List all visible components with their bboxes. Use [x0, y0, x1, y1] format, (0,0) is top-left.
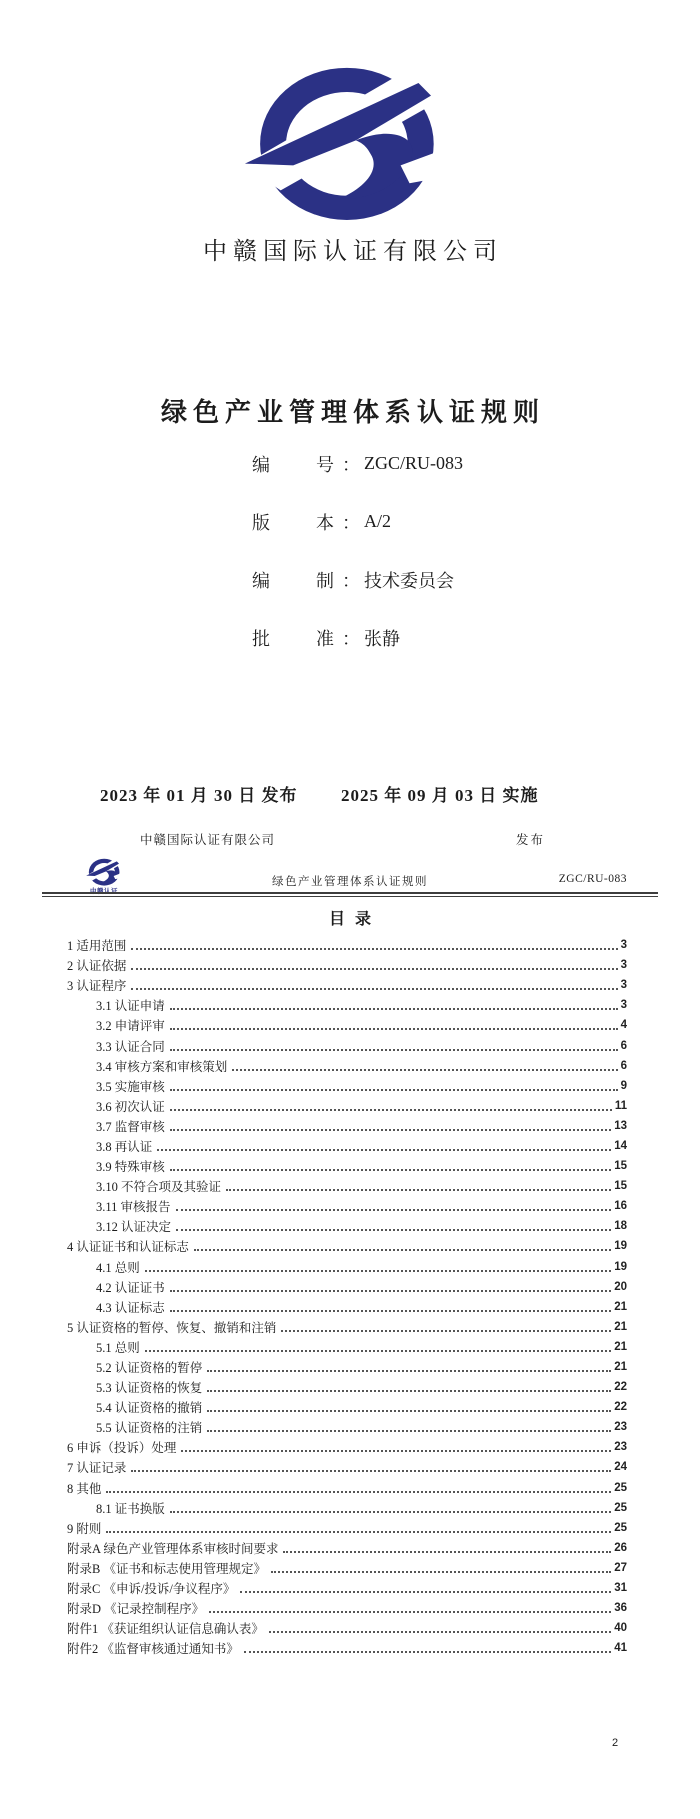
- toc-entry: [67, 955, 627, 975]
- toc-entry: [67, 1035, 627, 1055]
- toc-dot-leader: [181, 1450, 611, 1452]
- toc-dot-leader: [170, 1008, 618, 1010]
- toc-entry-page: 6: [620, 1039, 627, 1052]
- header-document-title: 绿色产业管理体系认证规则: [272, 876, 428, 888]
- toc-entry-title: 附件1 《获证组织认证信息确认表》: [67, 1622, 264, 1637]
- toc-entry-page: 13: [614, 1119, 627, 1132]
- toc-entry: [67, 1598, 627, 1618]
- field-label: 版本: [252, 512, 334, 533]
- toc-dot-leader: [207, 1370, 611, 1372]
- toc-entry-page: 22: [614, 1401, 627, 1414]
- toc-entry-title: 3.3 认证合同: [96, 1039, 165, 1054]
- toc-entry-page: 18: [614, 1220, 627, 1233]
- company-logo: [240, 58, 452, 228]
- field-value: ZGC/RU-083: [364, 453, 463, 473]
- toc-entry: [67, 1236, 627, 1256]
- release-date: 2023 年 01 月 30 日 发布: [100, 786, 298, 805]
- toc-entry: [67, 1297, 627, 1317]
- toc-entry-title: 3.1 认证申请: [96, 999, 165, 1014]
- toc-entry: [67, 1638, 627, 1658]
- toc-entry-title: 2 认证依据: [67, 959, 127, 974]
- toc-entry-title: 3.5 实施审核: [96, 1079, 165, 1094]
- toc-entry: [67, 1257, 627, 1277]
- field-value: 技术委员会: [364, 570, 454, 591]
- toc-entry: [67, 1498, 627, 1518]
- toc-entry: [67, 1015, 627, 1035]
- toc-entry-page: 41: [614, 1642, 627, 1655]
- toc-dot-leader: [232, 1069, 617, 1071]
- toc-dot-leader: [131, 988, 617, 990]
- toc-entry-title: 4 认证证书和认证标志: [67, 1240, 189, 1255]
- toc-entry-page: 23: [614, 1421, 627, 1434]
- toc-dot-leader: [271, 1571, 611, 1573]
- cover-footer-publish: 发布: [516, 833, 546, 847]
- field-value: A/2: [364, 511, 391, 531]
- toc-entry-page: 24: [614, 1461, 627, 1474]
- toc-entry: [67, 1397, 627, 1417]
- toc-entry-title: 3.2 申请评审: [96, 1019, 165, 1034]
- toc-entry: [67, 1578, 627, 1598]
- toc-entry: [67, 1618, 627, 1638]
- toc-entry-page: 21: [614, 1300, 627, 1313]
- toc-dot-leader: [269, 1631, 611, 1633]
- toc-entry: [67, 1337, 627, 1357]
- toc-entry-title: 3.11 审核报告: [96, 1200, 171, 1215]
- toc-entry-page: 20: [614, 1280, 627, 1293]
- toc-entry: [67, 1417, 627, 1437]
- toc-entry-title: 附录C 《申诉/投诉/争议程序》: [67, 1582, 236, 1597]
- toc-dot-leader: [106, 1491, 611, 1493]
- cover-field-row: [252, 626, 463, 649]
- toc-entry-title: 5.3 认证资格的恢复: [96, 1381, 203, 1396]
- toc-entry-title: 7 认证记录: [67, 1461, 127, 1476]
- toc-entry-title: 5.5 认证资格的注销: [96, 1421, 203, 1436]
- field-label: 编制: [252, 570, 334, 591]
- toc-entry: [67, 995, 627, 1015]
- toc-entry-page: 3: [620, 999, 627, 1012]
- toc-entry: [67, 1357, 627, 1377]
- toc-entry: [67, 1558, 627, 1578]
- cover-fields: [252, 452, 463, 684]
- toc-entry-page: 3: [620, 959, 627, 972]
- toc-entry-title: 5.1 总则: [96, 1340, 140, 1355]
- toc-entry: [67, 935, 627, 955]
- toc-dot-leader: [170, 1310, 611, 1312]
- toc-dot-leader: [131, 1470, 611, 1472]
- cover-field-row: [252, 568, 463, 591]
- toc-dot-leader: [170, 1028, 618, 1030]
- toc-entry-title: 附录A 绿色产业管理体系审核时间要求: [67, 1541, 279, 1556]
- toc-entry-title: 9 附则: [67, 1521, 102, 1536]
- toc-entry-page: 21: [614, 1340, 627, 1353]
- toc-entry-title: 3.8 再认证: [96, 1139, 153, 1154]
- toc-dot-leader: [131, 968, 617, 970]
- toc-entry-page: 15: [614, 1160, 627, 1173]
- toc-title: 目录: [328, 911, 381, 928]
- cover-footer-company: 中赣国际认证有限公司: [140, 833, 276, 847]
- toc-entry-page: 9: [620, 1079, 627, 1092]
- toc-entry: [67, 1176, 627, 1196]
- toc-dot-leader: [170, 1290, 611, 1292]
- toc-dot-leader: [157, 1149, 611, 1151]
- toc-entry: [67, 975, 627, 995]
- toc-entry-title: 3.7 监督审核: [96, 1119, 165, 1134]
- cover-field-row: [252, 452, 463, 475]
- toc-entry-page: 36: [614, 1602, 627, 1615]
- toc-dot-leader: [209, 1611, 611, 1613]
- toc-dot-leader: [194, 1249, 611, 1251]
- toc-entry-page: 11: [614, 1099, 627, 1112]
- toc-entry-title: 1 适用范围: [67, 939, 127, 954]
- toc-dot-leader: [170, 1169, 611, 1171]
- toc-entry-page: 19: [614, 1240, 627, 1253]
- toc-entry: [67, 1478, 627, 1498]
- toc-dot-leader: [131, 948, 617, 950]
- toc-entry: [67, 1076, 627, 1096]
- toc-entry: [67, 1116, 627, 1136]
- toc-entry: [67, 1156, 627, 1176]
- toc-dot-leader: [176, 1229, 611, 1231]
- toc-entry: [67, 1216, 627, 1236]
- toc-entry-title: 8 其他: [67, 1481, 102, 1496]
- toc-dot-leader: [240, 1591, 611, 1593]
- toc-entry: [67, 1136, 627, 1156]
- toc-dot-leader: [170, 1049, 618, 1051]
- toc-dot-leader: [170, 1511, 611, 1513]
- toc-dot-leader: [207, 1410, 611, 1412]
- toc-entry-title: 4.3 认证标志: [96, 1300, 165, 1315]
- toc-dot-leader: [207, 1430, 611, 1432]
- toc-entry-title: 附录D 《记录控制程序》: [67, 1602, 205, 1617]
- toc-entry-title: 5.2 认证资格的暂停: [96, 1361, 203, 1376]
- toc-entry-page: 3: [620, 979, 627, 992]
- header-rule: [42, 892, 658, 897]
- toc-entry-page: 31: [614, 1582, 627, 1595]
- toc-dot-leader: [281, 1330, 611, 1332]
- toc-dot-leader: [207, 1390, 611, 1392]
- toc-dot-leader: [226, 1189, 611, 1191]
- swoosh-emblem-icon: [240, 58, 452, 228]
- document-title: 绿色产业管理体系认证规则: [160, 398, 545, 427]
- toc-entry-page: 6: [620, 1059, 627, 1072]
- toc-entry-page: 15: [614, 1180, 627, 1193]
- toc-entry-page: 40: [614, 1622, 627, 1635]
- toc-entry-title: 3.4 审核方案和审核策划: [96, 1059, 228, 1074]
- toc-dot-leader: [283, 1551, 611, 1553]
- field-value: 张静: [364, 628, 400, 649]
- toc-entry-page: 25: [614, 1481, 627, 1494]
- toc-dot-leader: [244, 1651, 611, 1653]
- toc-entry: [67, 1196, 627, 1216]
- toc-entry-title: 8.1 证书换版: [96, 1501, 165, 1516]
- toc-entry: [67, 1377, 627, 1397]
- toc-entry-title: 6 申诉（投诉）处理: [67, 1441, 177, 1456]
- toc-entry-page: 26: [614, 1541, 627, 1554]
- toc-entry-title: 3.9 特殊审核: [96, 1160, 165, 1175]
- toc-dot-leader: [145, 1270, 611, 1272]
- toc-entry-title: 5.4 认证资格的撤销: [96, 1401, 203, 1416]
- field-separator: ：: [342, 512, 360, 533]
- implementation-date: 2025 年 09 月 03 日 实施: [341, 786, 539, 805]
- toc-entry-title: 3.6 初次认证: [96, 1099, 165, 1114]
- toc-entry: [67, 1437, 627, 1457]
- toc-entry-page: 21: [614, 1361, 627, 1374]
- toc-entry: [67, 1277, 627, 1297]
- toc-dot-leader: [106, 1531, 611, 1533]
- toc-entry-title: 5 认证资格的暂停、恢复、撤销和注销: [67, 1320, 277, 1335]
- toc-entry-page: 27: [614, 1561, 627, 1574]
- toc-entry-page: 3: [620, 939, 627, 952]
- field-separator: ：: [342, 454, 360, 475]
- toc-dot-leader: [170, 1089, 618, 1091]
- field-separator: ：: [342, 628, 360, 649]
- toc-entry: [67, 1096, 627, 1116]
- toc-dot-leader: [170, 1129, 611, 1131]
- header-logo-caption: 中赣认证: [90, 888, 118, 895]
- toc-entry: [67, 1518, 627, 1538]
- toc-entry: [67, 1056, 627, 1076]
- toc-entry-title: 3.10 不符合项及其验证: [96, 1180, 222, 1195]
- toc-entry-page: 4: [620, 1019, 627, 1032]
- toc-entry-title: 附录B 《证书和标志使用管理规定》: [67, 1561, 266, 1576]
- toc-entry-page: 14: [614, 1139, 627, 1152]
- toc-entry-page: 22: [614, 1381, 627, 1394]
- toc-entry-title: 附件2 《监督审核通过通知书》: [67, 1642, 239, 1657]
- toc-entry: [67, 1317, 627, 1337]
- cover-field-row: [252, 510, 463, 533]
- toc-entry-title: 3 认证程序: [67, 979, 127, 994]
- toc-entry-page: 16: [614, 1200, 627, 1213]
- toc-entry-title: 4.2 认证证书: [96, 1280, 165, 1295]
- toc-entry-page: 23: [614, 1441, 627, 1454]
- toc-entry-page: 21: [614, 1320, 627, 1333]
- field-label: 编号: [252, 454, 334, 475]
- toc-dot-leader: [176, 1209, 612, 1211]
- toc-entry-page: 19: [614, 1260, 627, 1273]
- toc-entry-page: 25: [614, 1521, 627, 1534]
- field-label: 批准: [252, 628, 334, 649]
- page-number: 2: [612, 1737, 619, 1749]
- toc-dot-leader: [170, 1109, 612, 1111]
- company-name: 中赣国际认证有限公司: [203, 239, 503, 265]
- toc-entry-title: 4.1 总则: [96, 1260, 140, 1275]
- toc-entry-title: 3.12 认证决定: [96, 1220, 172, 1235]
- toc-entry: [67, 1457, 627, 1477]
- toc-entry-page: 25: [614, 1501, 627, 1514]
- toc-dot-leader: [145, 1350, 611, 1352]
- header-document-number: ZGC/RU-083: [558, 873, 627, 885]
- table-of-contents: [67, 935, 627, 1658]
- field-separator: ：: [342, 570, 360, 591]
- toc-entry: [67, 1538, 627, 1558]
